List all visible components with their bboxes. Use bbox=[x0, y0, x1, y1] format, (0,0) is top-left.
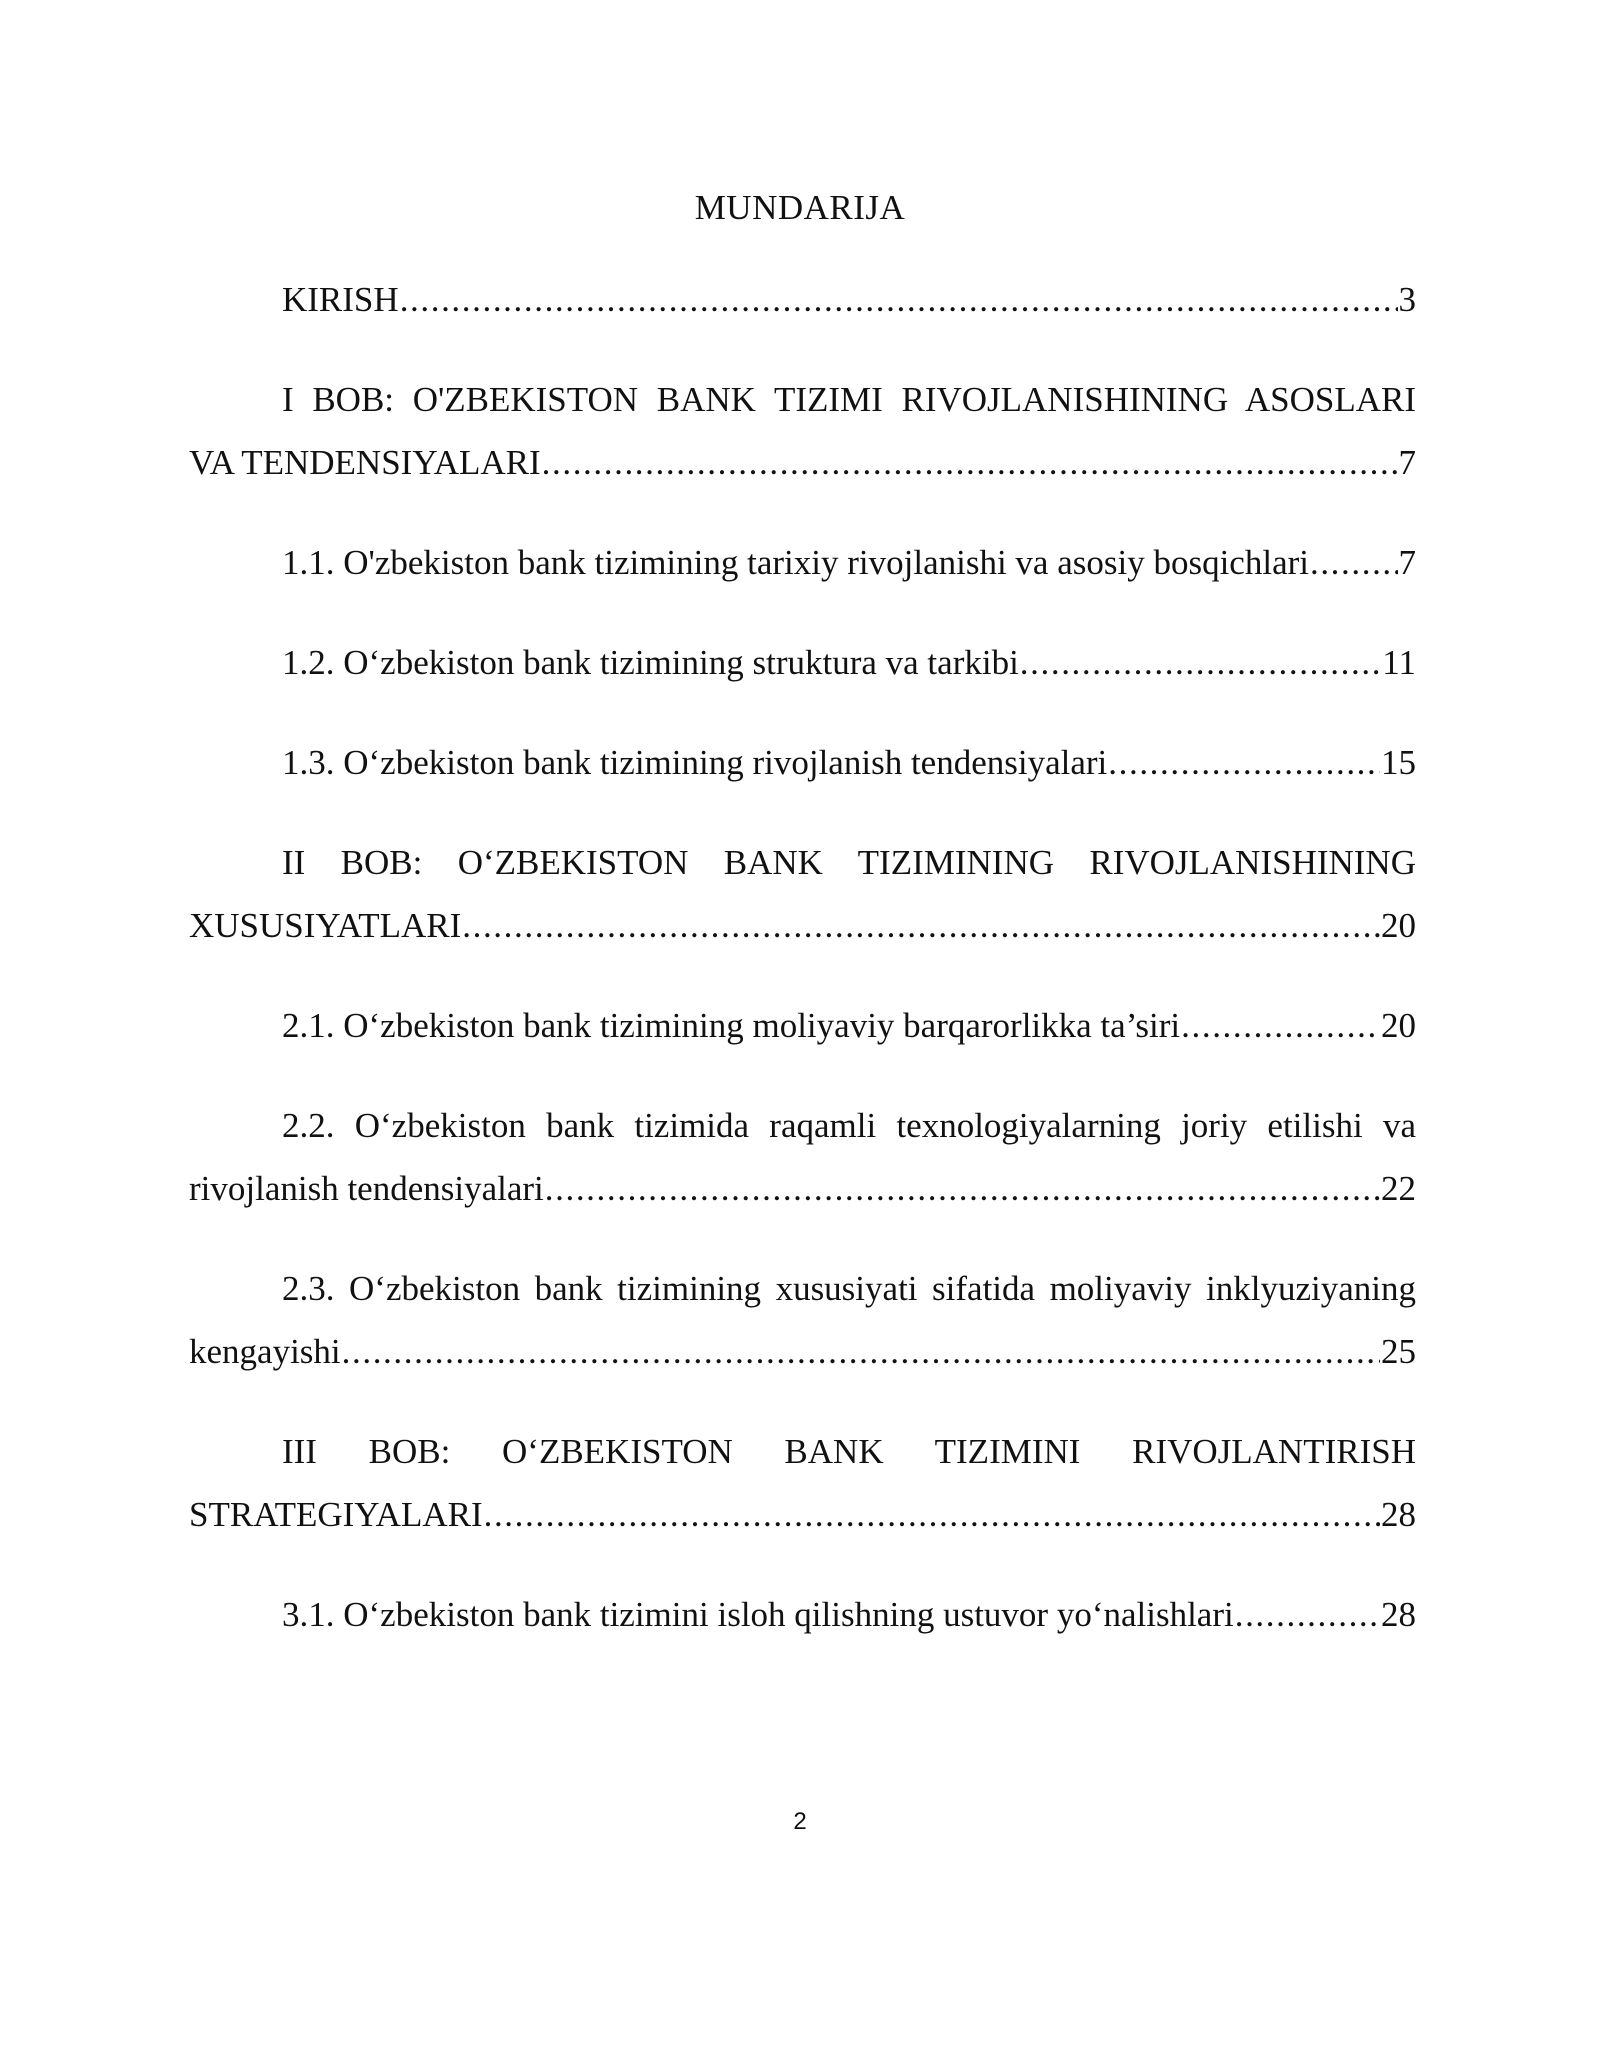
toc-entry-page: 11 bbox=[1382, 643, 1416, 682]
dot-leader bbox=[484, 1483, 1380, 1546]
toc-entry-heading-line: 2.3. O‘zbekiston bank tizimining xususiyati sifatida moliyaviy inklyuziyaning bbox=[282, 1269, 1416, 1308]
toc-entry-page: 7 bbox=[1398, 543, 1416, 582]
toc-entry-text: 2.1. O‘zbekiston bank tizimining moliyaviy barqarorlikka ta’siri bbox=[282, 1006, 1181, 1045]
toc-entry-chapter-1 bbox=[189, 368, 1416, 494]
toc-entry-page: 7 bbox=[1398, 443, 1416, 482]
toc-entry-text: kengayishi bbox=[189, 1332, 341, 1371]
dot-leader bbox=[400, 268, 1398, 331]
toc-entry-text: 1.2. O‘zbekiston bank tizimining struktura va tarkibi bbox=[282, 643, 1019, 682]
toc-entry-text: KIRISH bbox=[282, 280, 399, 319]
toc-entry-text: XUSUSIYATLARI bbox=[189, 906, 462, 945]
dot-leader bbox=[1310, 531, 1398, 594]
toc-entry-heading-line: 2.2. O‘zbekiston bank tizimida raqamli texnologiyalarning joriy etilishi va bbox=[282, 1106, 1416, 1145]
toc-entry-text: rivojlanish tendensiyalari bbox=[189, 1169, 544, 1208]
dot-leader bbox=[1108, 731, 1380, 794]
toc-entry-heading-line: III BOB: O‘ZBEKISTON BANK TIZIMINI RIVOJLANTIRISH bbox=[282, 1432, 1416, 1471]
toc-entry-page: 25 bbox=[1381, 1332, 1416, 1371]
page-number: 2 bbox=[793, 1808, 807, 1835]
toc-entry-text: VA TENDENSIYALARI bbox=[189, 443, 541, 482]
toc-entry-page: 3 bbox=[1398, 280, 1416, 319]
toc-entry-text: STRATEGIYALARI bbox=[189, 1495, 483, 1534]
toc-entry-text: 1.1. O'zbekiston bank tizimining tarixiy rivojlanishi va asosiy bosqichlari bbox=[282, 543, 1309, 582]
toc-entry-page: 28 bbox=[1381, 1595, 1416, 1634]
dot-leader bbox=[1020, 631, 1382, 694]
toc-entry-section-3-1 bbox=[189, 1583, 1416, 1646]
toc-entry-page: 22 bbox=[1381, 1169, 1416, 1208]
toc-entry-text: 1.3. O‘zbekiston bank tizimining rivojlanish tendensiyalari bbox=[282, 743, 1108, 782]
toc-entry-page: 28 bbox=[1381, 1495, 1416, 1534]
dot-leader bbox=[342, 1320, 1380, 1383]
dot-leader bbox=[542, 431, 1398, 494]
toc-entry-section-2-1 bbox=[189, 994, 1416, 1057]
dot-leader bbox=[1181, 994, 1380, 1057]
toc-entry-page: 20 bbox=[1381, 906, 1416, 945]
toc-entry-section-2-2 bbox=[189, 1094, 1416, 1220]
dot-leader bbox=[545, 1157, 1380, 1220]
toc-entry-heading-line: I BOB: O'ZBEKISTON BANK TIZIMI RIVOJLANISHINING ASOSLARI bbox=[282, 380, 1416, 419]
toc-entry-text: 3.1. O‘zbekiston bank tizimini isloh qilishning ustuvor yo‘nalishlari bbox=[282, 1595, 1234, 1634]
toc-entry-page: 15 bbox=[1381, 743, 1416, 782]
toc-entry-section-1-3 bbox=[189, 731, 1416, 794]
toc-entry-kirish bbox=[189, 268, 1416, 331]
toc-entry-section-1-2 bbox=[189, 631, 1416, 694]
toc-entry-chapter-2 bbox=[189, 831, 1416, 957]
toc-entry-section-2-3 bbox=[189, 1257, 1416, 1383]
dot-leader bbox=[1235, 1583, 1380, 1646]
toc-entry-section-1-1 bbox=[189, 531, 1416, 594]
toc-title: MUNDARIJA bbox=[694, 188, 906, 227]
toc-entry-page: 20 bbox=[1381, 1006, 1416, 1045]
table-of-contents bbox=[189, 268, 1416, 1683]
toc-entry-heading-line: II BOB: O‘ZBEKISTON BANK TIZIMINING RIVOJLANISHINING bbox=[282, 843, 1416, 882]
toc-entry-chapter-3 bbox=[189, 1420, 1416, 1546]
dot-leader bbox=[462, 894, 1380, 957]
